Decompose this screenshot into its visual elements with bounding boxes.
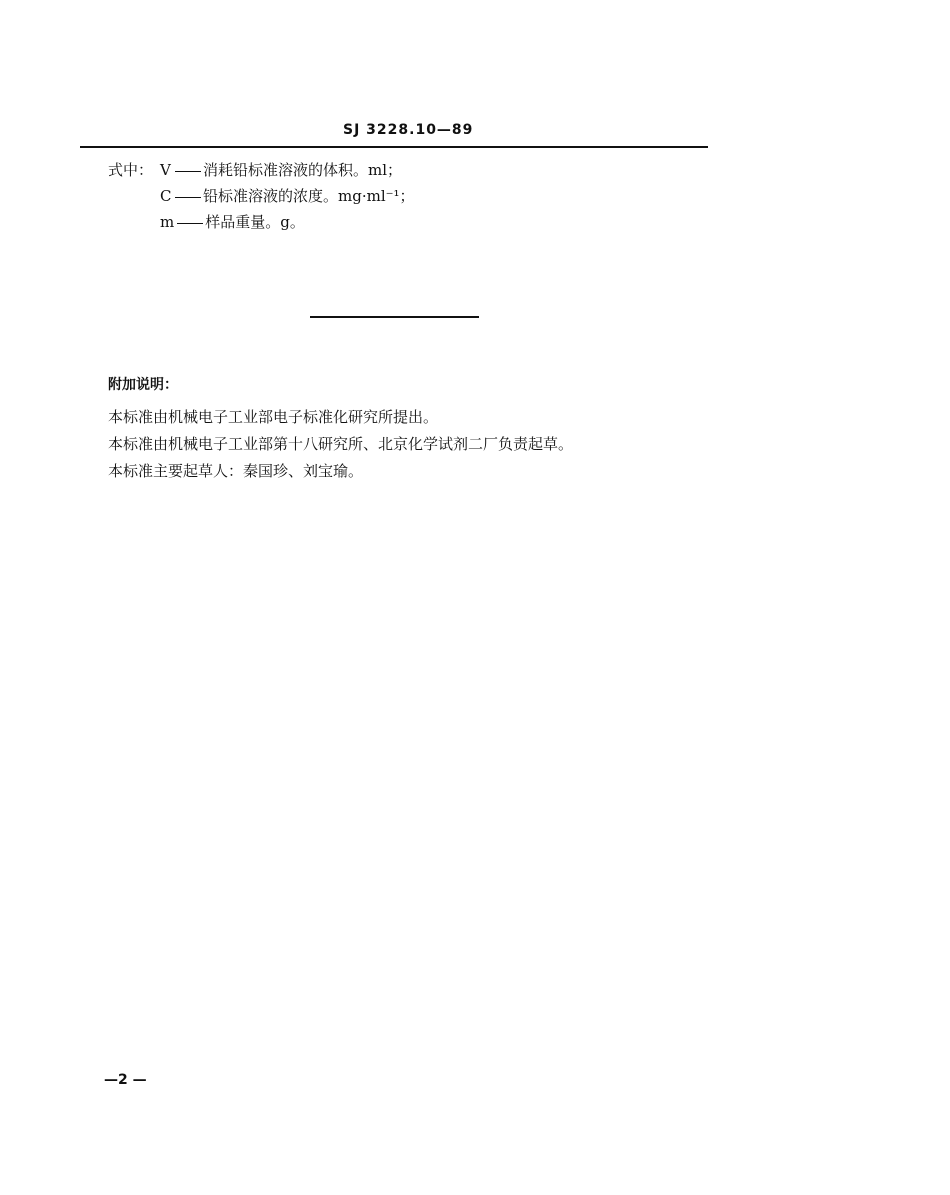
appendix-line: 本标准由机械电子工业部电子标准化研究所提出。 <box>108 408 439 426</box>
variable-description: 样品重量。g。 <box>205 213 305 231</box>
definition-dash <box>175 197 201 198</box>
formula-prefix: 式中： <box>108 161 154 179</box>
variable-row-c <box>108 183 415 209</box>
formula-variable-definitions <box>108 157 415 235</box>
appendix-line: 本标准主要起草人：秦国珍、刘宝瑜。 <box>108 462 364 480</box>
header-rule <box>80 146 708 148</box>
variable-row-v <box>108 157 415 183</box>
appendix-notes <box>108 404 573 485</box>
variable-symbol: C <box>160 187 172 205</box>
definition-dash <box>177 223 203 224</box>
standard-number-header: SJ 3228.10—89 <box>343 122 474 138</box>
variable-description: 消耗铅标准溶液的体积。ml； <box>203 161 403 179</box>
variable-description: 铅标准溶液的浓度。mg·ml⁻¹； <box>203 187 415 205</box>
appendix-title: 附加说明： <box>108 377 178 393</box>
variable-row-m <box>108 209 415 235</box>
page-number: —2 — <box>104 1072 147 1088</box>
definition-dash <box>175 171 201 172</box>
variable-symbol: m <box>160 213 175 231</box>
variable-symbol: V <box>160 161 171 179</box>
appendix-line: 本标准由机械电子工业部第十八研究所、北京化学试剂二厂负责起草。 <box>108 435 574 453</box>
end-of-text-rule <box>310 316 479 318</box>
